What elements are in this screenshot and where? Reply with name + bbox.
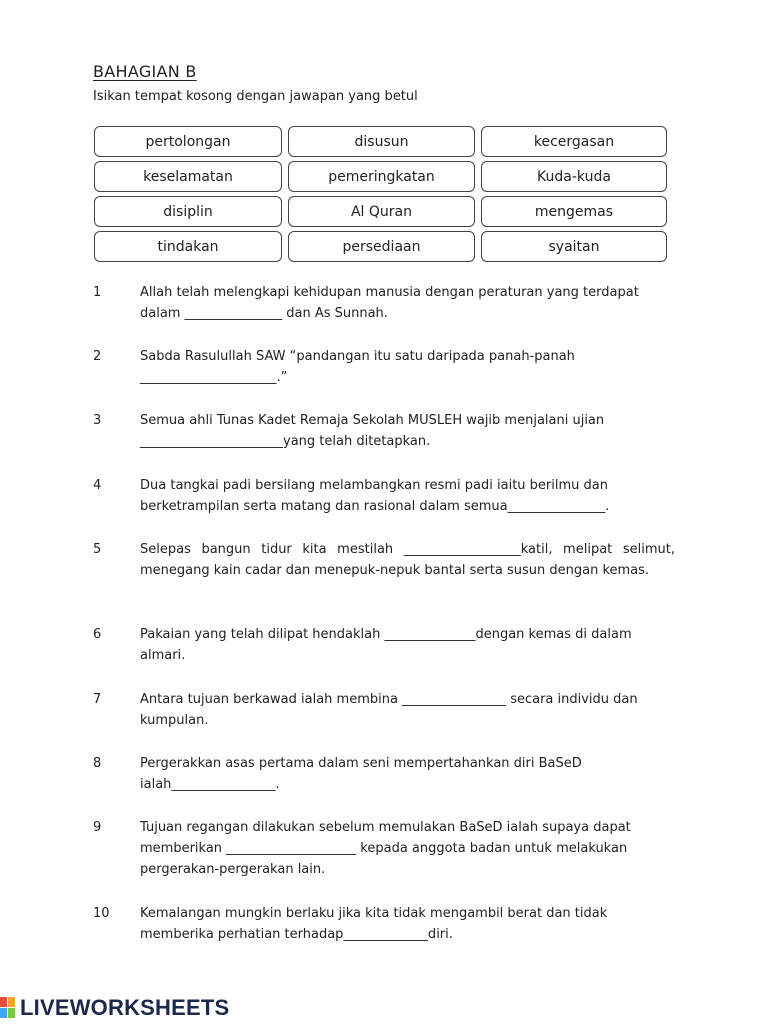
question-number: 3 (93, 413, 102, 428)
word-bank-item: kecergasan (481, 126, 667, 157)
word-bank-item: pertolongan (94, 126, 282, 157)
word-bank-item: Al Quran (288, 196, 475, 227)
question-number: 9 (93, 820, 102, 835)
question-text: Allah telah melengkapi kehidupan manusia dengan peraturan yang terdapat dalam _______________ dan As Sunnah. (140, 285, 639, 321)
question-text: Tujuan regangan dilakukan sebelum memulakan BaSeD ialah supaya dapat memberikan ____________________ kepada anggota badan untuk melakukan pergerakan-pergerakan lain. (140, 820, 631, 877)
question-number: 8 (93, 756, 102, 771)
word-bank-item: tindakan (94, 231, 282, 262)
footer (0, 995, 229, 1021)
question-text: Semua ahli Tunas Kadet Remaja Sekolah MUSLEH wajib menjalani ujian ______________________yang telah ditetapkan. (140, 413, 605, 449)
word-bank-item: disiplin (94, 196, 282, 227)
section-title: BAHAGIAN B (93, 62, 197, 81)
question-number: 6 (93, 627, 102, 642)
word-bank-item: pemeringkatan (288, 161, 475, 192)
liveworksheets-logo-icon (0, 997, 16, 1019)
question-number: 5 (93, 542, 102, 557)
word-bank-item: mengemas (481, 196, 667, 227)
question-text: Antara tujuan berkawad ialah membina ________________ secara individu dan kumpulan. (140, 692, 638, 728)
word-bank-item: syaitan (481, 231, 667, 262)
question-number: 2 (93, 349, 102, 364)
question-number: 10 (93, 906, 110, 921)
word-bank-item: disusun (288, 126, 475, 157)
instruction-text: Isikan tempat kosong dengan jawapan yang betul (93, 89, 418, 104)
word-bank (94, 126, 668, 262)
word-bank-item: Kuda-kuda (481, 161, 667, 192)
question-text: Kemalangan mungkin berlaku jika kita tidak mengambil berat dan tidak memberika perhatian terhadap_____________diri. (140, 906, 608, 942)
word-bank-item: keselamatan (94, 161, 282, 192)
question-number: 4 (93, 478, 102, 493)
question-text: Pergerakkan asas pertama dalam seni mempertahankan diri BaSeD ialah________________. (140, 756, 582, 792)
word-bank-item: persediaan (288, 231, 475, 262)
question-number: 7 (93, 692, 102, 707)
question-number: 1 (93, 285, 102, 300)
question-text: Sabda Rasulullah SAW “pandangan itu satu daripada panah-panah _____________________.” (140, 349, 575, 385)
brand-name[interactable]: LIVEWORKSHEETS (20, 995, 230, 1020)
question-text: Pakaian yang telah dilipat hendaklah ______________dengan kemas di dalam almari. (140, 627, 632, 663)
question-text: Selepas bangun tidur kita mestilah __________________katil, melipat selimut, menegang kain cadar dan menepuk-nepuk bantal serta susun dengan kemas. (140, 542, 675, 578)
question-text: Dua tangkai padi bersilang melambangkan resmi padi iaitu berilmu dan berketrampilan serta matang dan rasional dalam semua_______________. (140, 478, 610, 514)
